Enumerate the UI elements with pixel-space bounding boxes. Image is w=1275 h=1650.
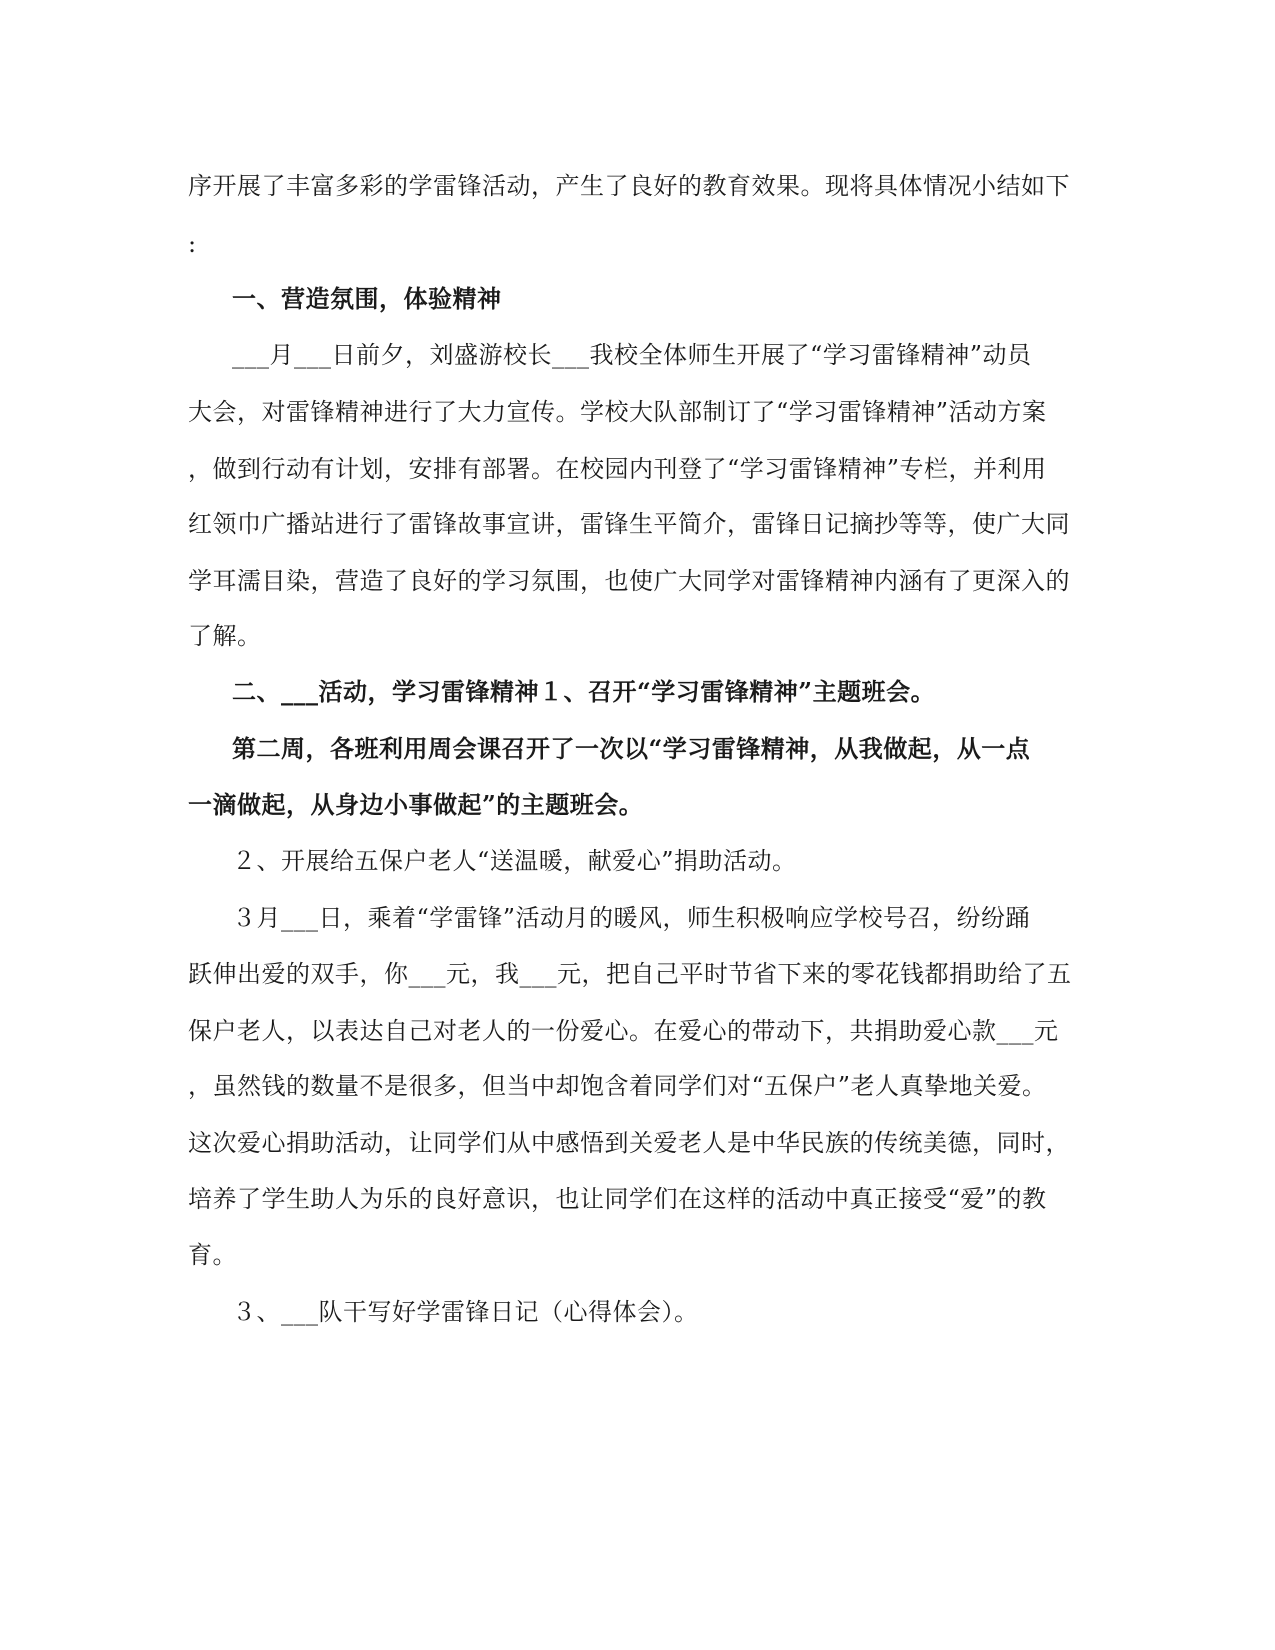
- bold-paragraph-line: 第二周，各班利用周会课召开了一次以“学习雷锋精神，从我做起，从一点: [232, 734, 1031, 763]
- paragraph-line: 这次爱心捐助活动，让同学们从中感悟到关爱老人是中华民族的传统美德，同时，: [188, 1129, 1070, 1157]
- subsection-heading-3: ３、___队干写好学雷锋日记（心得体会）。: [232, 1298, 699, 1326]
- paragraph-line: 红领巾广播站进行了雷锋故事宣讲，雷锋生平简介，雷锋日记摘抄等等，使广大同: [188, 510, 1070, 538]
- paragraph-line: ，做到行动有计划，安排有部署。在校园内刊登了“学习雷锋精神”专栏，并利用: [188, 455, 1047, 483]
- paragraph-line: 育。: [188, 1241, 237, 1269]
- paragraph-line: 学耳濡目染，营造了良好的学习氛围，也使广大同学对雷锋精神内涵有了更深入的: [188, 567, 1070, 595]
- section-heading-2: 二、___活动，学习雷锋精神１、召开“学习雷锋精神”主题班会。: [232, 677, 936, 706]
- paragraph-line: 大会，对雷锋精神进行了大力宣传。学校大队部制订了“学习雷锋精神”活动方案: [188, 398, 1047, 426]
- paragraph-line: 了解。: [188, 622, 262, 650]
- paragraph-intro-line: :: [188, 230, 197, 258]
- paragraph-line: ___月___日前夕，刘盛游校长___我校全体师生开展了“学习雷锋精神”动员: [232, 341, 1032, 369]
- bold-paragraph-line: 一滴做起，从身边小事做起”的主题班会。: [188, 790, 644, 819]
- paragraph-line: 跃伸出爱的双手，你___元，我___元，把自己平时节省下来的零花钱都捐助给了五: [188, 960, 1072, 988]
- paragraph-line: 保户老人，以表达自己对老人的一份爱心。在爱心的带动下，共捐助爱心款___元: [188, 1017, 1059, 1045]
- paragraph-intro-line: 序开展了丰富多彩的学雷锋活动，产生了良好的教育效果。现将具体情况小结如下: [188, 172, 1070, 200]
- subsection-heading-2: ２、开展给五保户老人“送温暖，献爱心”捐助活动。: [232, 847, 797, 875]
- paragraph-line: ３月___日，乘着“学雷锋”活动月的暖风，师生积极响应学校号召，纷纷踊: [232, 904, 1031, 932]
- section-heading-1: 一、营造氛围，体验精神: [232, 284, 502, 313]
- paragraph-line: ，虽然钱的数量不是很多，但当中却饱含着同学们对“五保户”老人真挚地关爱。: [188, 1072, 1047, 1100]
- paragraph-line: 培养了学生助人为乐的良好意识，也让同学们在这样的活动中真正接受“爱”的教: [188, 1185, 1047, 1213]
